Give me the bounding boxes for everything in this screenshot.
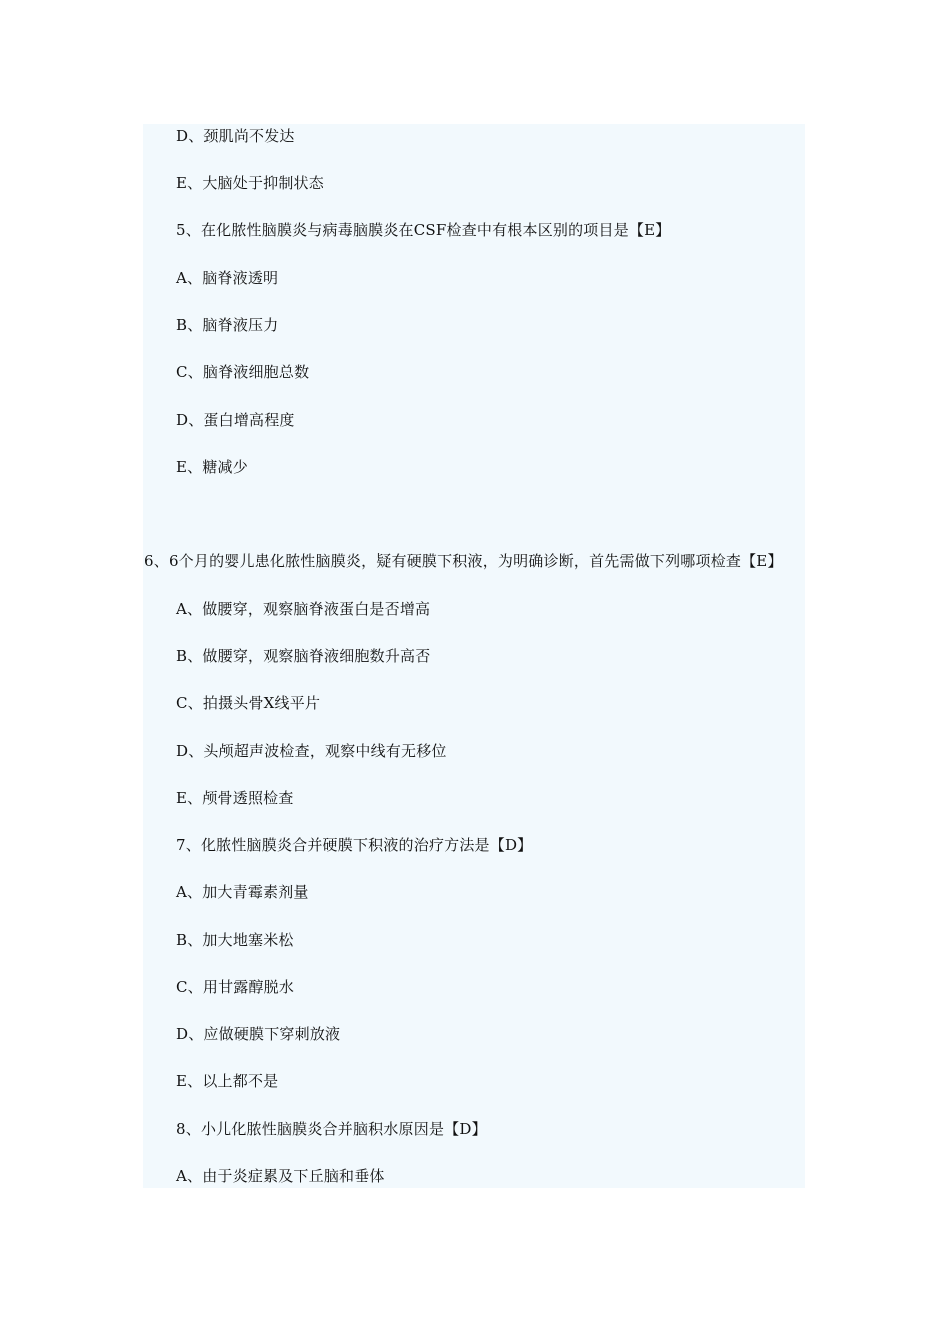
option-line: A、做腰穿，观察脑脊液蛋白是否增高 xyxy=(176,600,431,618)
option-line: E、颅骨透照检查 xyxy=(176,789,294,807)
option-line: A、由于炎症累及下丘脑和垂体 xyxy=(176,1167,385,1185)
option-line: D、蛋白增高程度 xyxy=(176,411,295,429)
option-line: B、做腰穿，观察脑脊液细胞数升高否 xyxy=(176,647,431,665)
option-line: D、颈肌尚不发达 xyxy=(176,127,295,145)
option-line: D、头颅超声波检查，观察中线有无移位 xyxy=(176,742,447,760)
option-line: B、加大地塞米松 xyxy=(176,931,294,949)
option-line: E、大脑处于抑制状态 xyxy=(176,174,324,192)
option-line: C、拍摄头骨X线平片 xyxy=(176,694,321,712)
question-line: 8、小儿化脓性脑膜炎合并脑积水原因是【D】 xyxy=(176,1120,487,1138)
option-line: A、脑脊液透明 xyxy=(176,269,279,287)
option-line: D、应做硬膜下穿刺放液 xyxy=(176,1025,341,1043)
question-line: 5、在化脓性脑膜炎与病毒脑膜炎在CSF检查中有根本区别的项目是【E】 xyxy=(176,221,671,239)
option-line: E、以上都不是 xyxy=(176,1072,279,1090)
option-line: A、加大青霉素剂量 xyxy=(176,883,309,901)
option-line: C、脑脊液细胞总数 xyxy=(176,363,310,381)
question-line: 6、6个月的婴儿患化脓性脑膜炎，疑有硬膜下积液，为明确诊断，首先需做下列哪项检查【E】 xyxy=(144,552,783,570)
question-line: 7、化脓性脑膜炎合并硬膜下积液的治疗方法是【D】 xyxy=(176,836,533,854)
option-line: C、用甘露醇脱水 xyxy=(176,978,295,996)
option-line: B、脑脊液压力 xyxy=(176,316,279,334)
option-line: E、糖减少 xyxy=(176,458,248,476)
